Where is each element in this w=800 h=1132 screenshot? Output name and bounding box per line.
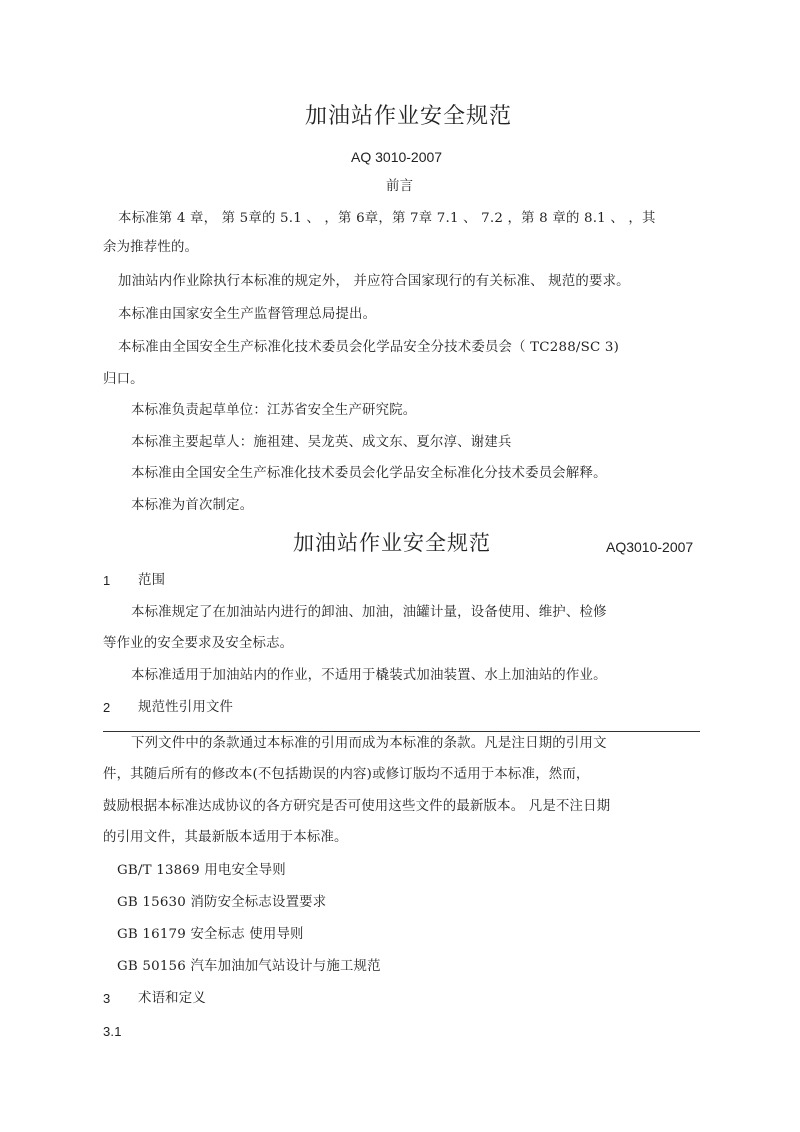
section-1-number: 1 xyxy=(103,573,111,588)
section-2-title: 规范性引用文件 xyxy=(138,700,234,715)
foreword-line-6: 归口。 xyxy=(103,372,144,387)
foreword-line-3: 加油站内作业除执行本标准的规定外， 并应符合国家现行的有关标准、 规范的要求。 xyxy=(118,274,630,289)
section-2-line-3: 鼓励根据本标准达成协议的各方研究是否可使用这些文件的最新版本。 凡是不注日期 xyxy=(103,799,611,814)
foreword-line-2: 余为推荐性的。 xyxy=(103,240,199,255)
section-1-line-3: 本标准适用于加油站内的作业，不适用于橇装式加油装置、水上加油站的作业。 xyxy=(131,668,607,683)
foreword-heading: 前言 xyxy=(386,179,414,194)
section-3-number: 3 xyxy=(103,991,111,1006)
reference-1: GB/T 13869 用电安全导则 xyxy=(117,863,286,878)
standard-title-second: 加油站作业安全规范 xyxy=(293,531,491,555)
section-2-number: 2 xyxy=(103,700,111,715)
section-2-line-2: 件，其随后所有的修改本(不包括勘误的内容)或修订版均不适用于本标准，然而， xyxy=(103,767,590,782)
foreword-line-1: 本标准第 4 章， 第 5章的 5.1 、 ，第 6章，第 7章 7.1 、 7.2 ，第 8 章的 8.1 、 ，其 xyxy=(118,211,656,226)
reference-3: GB 16179 安全标志 使用导则 xyxy=(117,927,304,942)
section-divider xyxy=(103,731,700,732)
section-1-line-1: 本标准规定了在加油站内进行的卸油、加油，油罐计量，设备使用、维护、检修 xyxy=(131,605,607,620)
reference-4: GB 50156 汽车加油加气站设计与施工规范 xyxy=(117,959,381,974)
foreword-line-10: 本标准为首次制定。 xyxy=(131,498,254,513)
section-1-title: 范围 xyxy=(138,573,166,588)
foreword-line-7: 本标准负责起草单位：江苏省安全生产研究院。 xyxy=(131,403,417,418)
section-2-line-4: 的引用文件，其最新版本适用于本标准。 xyxy=(103,830,348,845)
section-3-title: 术语和定义 xyxy=(138,991,206,1006)
section-2-line-1: 下列文件中的条款通过本标准的引用而成为本标准的条款。凡是注日期的引用文 xyxy=(131,736,607,751)
foreword-line-4: 本标准由国家安全生产监督管理总局提出。 xyxy=(118,307,377,322)
document-title: 加油站作业安全规范 xyxy=(305,104,513,129)
foreword-line-9: 本标准由全国安全生产标准化技术委员会化学品安全标准化分技术委员会解释。 xyxy=(131,466,607,481)
reference-2: GB 15630 消防安全标志设置要求 xyxy=(117,895,327,910)
section-1-line-2: 等作业的安全要求及安全标志。 xyxy=(103,636,294,651)
foreword-line-5: 本标准由全国安全生产标准化技术委员会化学品安全分技术委员会（ TC288/SC 3) xyxy=(118,340,620,355)
standard-code: AQ 3010-2007 xyxy=(351,149,443,165)
standard-code-second: AQ3010-2007 xyxy=(606,539,694,555)
subsection-3-1-number: 3.1 xyxy=(103,1024,122,1039)
foreword-line-8: 本标准主要起草人：施祖建、吴龙英、成文东、夏尔淳、谢建兵 xyxy=(131,435,512,450)
